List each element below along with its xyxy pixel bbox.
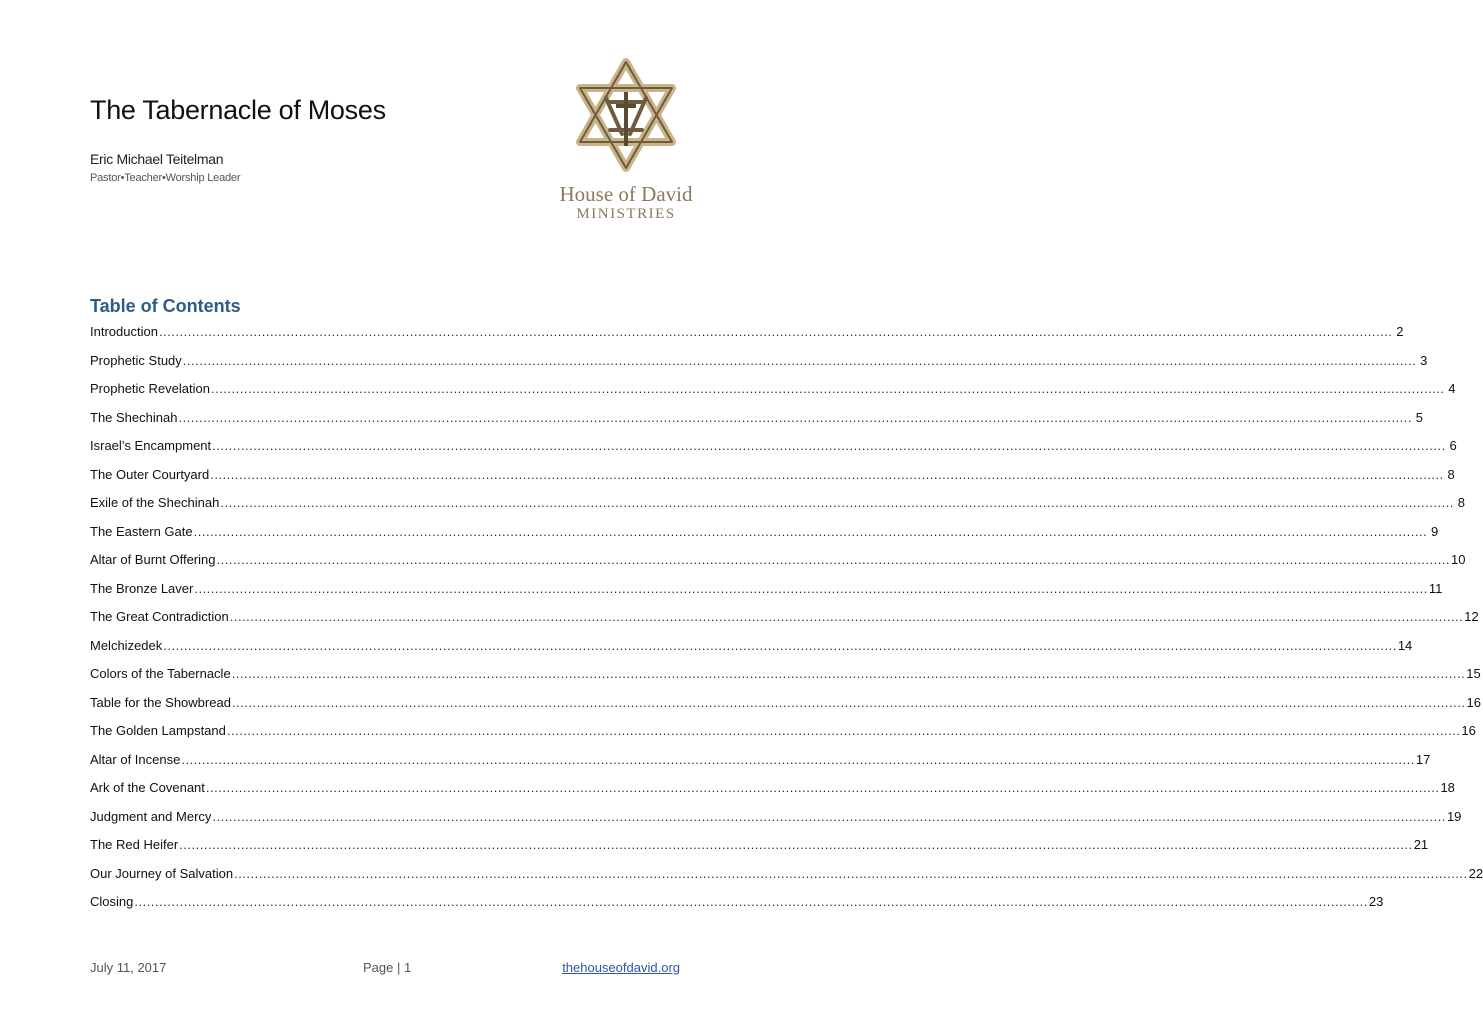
toc-entry[interactable] [90,493,1465,522]
toc-entry[interactable] [90,579,1443,608]
toc-entry[interactable] [90,465,1455,494]
toc-entry-label: Our Journey of Salvation [90,865,234,881]
toc-entry-label: Prophetic Study [90,352,182,368]
toc-entry-label: The Bronze Laver [90,580,194,596]
toc-dot-leader: ............................................................................................................................................................................................................................................................................................................ [226,723,1461,738]
toc-dot-leader: ............................................................................................................................................................................................................................................................................................................ [181,751,1415,767]
toc-entry-page: 4 [1448,381,1456,396]
toc-entry-page: 17 [1415,751,1431,767]
toc-entry-label: Altar of Incense [90,751,181,767]
toc-dot-leader: ............................................................................................................................................................................................................................................................................................................ [231,694,1466,710]
toc-entry[interactable] [90,892,1384,921]
toc-entry[interactable] [90,351,1428,380]
toc-entry-page: 9 [1430,523,1439,539]
toc-entry-label: Melchizedek [90,637,163,653]
toc-dot-leader: ............................................................................................................................................................................................................................................................................................................ [205,780,1440,795]
toc-entry-label: The Golden Lampstand [90,723,226,738]
toc-entry[interactable] [90,322,1404,351]
toc-entry-page: 21 [1413,837,1429,852]
toc-heading: Table of Contents [90,296,241,316]
toc-entry-label: The Great Contradiction [90,609,229,624]
toc-entry[interactable] [90,693,1481,722]
toc-entry[interactable] [90,379,1456,408]
toc-entry-page: 22 [1468,865,1483,881]
toc-entry-label: Table for the Showbread [90,694,231,710]
toc-entry[interactable] [90,607,1479,636]
toc-entry-label: Ark of the Covenant [90,780,205,795]
toc-entry[interactable] [90,835,1429,864]
toc-entry-label: Prophetic Revelation [90,381,210,396]
toc-entry-page: 10 [1451,552,1466,567]
toc-entry[interactable] [90,864,1483,893]
toc-entry-page: 16 [1461,723,1476,738]
toc-entry-page: 12 [1464,609,1479,624]
toc-entry-page: 6 [1449,438,1457,453]
toc-entry-page: 23 [1368,894,1384,909]
toc-entry[interactable] [90,721,1476,750]
toc-entry-label: The Shechinah [90,409,178,425]
footer-website-link[interactable]: thehouseofdavid.org [562,960,680,975]
toc-dot-leader: ............................................................................................................................................................................................................................................................................................................ [182,352,1417,368]
footer-page-number: Page | 1 [363,960,412,975]
toc-entry-page: 15 [1466,666,1481,681]
toc-dot-leader: ............................................................................................................................................................................................................................................................................................................ [216,552,1451,567]
toc-dot-leader: ............................................................................................................................................................................................................................................................................................................ [134,894,1368,909]
toc-dot-leader: ............................................................................................................................................................................................................................................................................................................ [163,637,1397,653]
footer-date: July 11, 2017 [90,960,167,975]
toc-entry[interactable] [90,807,1462,836]
toc-entry-page: 18 [1440,780,1455,795]
toc-entry-page: 5 [1415,409,1423,425]
toc-entry-page: 14 [1397,637,1413,653]
toc-dot-leader: ............................................................................................................................................................................................................................................................................................................ [231,666,1466,681]
toc-dot-leader: ............................................................................................................................................................................................................................................................................................................ [229,609,1464,624]
toc-entry-page: 3 [1420,352,1428,368]
toc-entry-page: 16 [1466,694,1481,710]
logo-ministry-subtitle: MINISTRIES [576,206,676,222]
toc-entry[interactable] [90,750,1431,779]
toc-entry-page: 8 [1447,466,1455,482]
toc-entry-label: Judgment and Mercy [90,808,212,824]
toc-entry[interactable] [90,778,1455,807]
toc-dot-leader: ............................................................................................................................................................................................................................................................................................................ [212,808,1446,824]
toc-dot-leader: ............................................................................................................................................................................................................................................................................................................ [220,495,1454,510]
author-role: Pastor•Teacher•Worship Leader [90,172,241,184]
toc-entry-page: 19 [1446,808,1462,824]
toc-entry-label: Closing [90,894,134,909]
toc-entry-page: 11 [1428,580,1443,596]
toc-entry[interactable] [90,664,1481,693]
toc-dot-leader: ............................................................................................................................................................................................................................................................................................................ [158,324,1393,339]
toc-entry[interactable] [90,436,1457,465]
toc-entry-page: 8 [1457,495,1465,510]
toc-dot-leader: ............................................................................................................................................................................................................................................................................................................ [194,580,1428,596]
toc-entry[interactable] [90,550,1466,579]
toc-dot-leader: ............................................................................................................................................................................................................................................................................................................ [179,837,1413,852]
toc-dot-leader: ............................................................................................................................................................................................................................................................................................................ [193,523,1428,539]
toc-entry-label: Introduction [90,324,158,339]
star-of-david-icon [572,56,680,174]
toc-entry-label: The Eastern Gate [90,523,193,539]
toc-entry[interactable] [90,636,1413,665]
toc-dot-leader: ............................................................................................................................................................................................................................................................................................................ [210,466,1444,482]
toc-entry-label: Israel’s Encampment [90,438,212,453]
logo-ministry-name: House of David [559,182,693,206]
toc-entry-label: The Red Heifer [90,837,179,852]
ministry-logo [552,56,700,228]
toc-entry-label: Colors of the Tabernacle [90,666,231,681]
toc-dot-leader: ............................................................................................................................................................................................................................................................................................................ [234,865,1468,881]
toc-entry[interactable] [90,522,1439,551]
toc-entry[interactable] [90,408,1423,437]
table-of-contents [90,322,1483,921]
toc-dot-leader: ............................................................................................................................................................................................................................................................................................................ [178,409,1412,425]
toc-entry-page: 2 [1396,324,1404,339]
toc-entry-label: Altar of Burnt Offering [90,552,216,567]
toc-dot-leader: ............................................................................................................................................................................................................................................................................................................ [212,438,1446,453]
toc-entry-label: The Outer Courtyard [90,466,210,482]
toc-dot-leader: ............................................................................................................................................................................................................................................................................................................ [210,381,1445,396]
toc-entry-label: Exile of the Shechinah [90,495,220,510]
author-name: Eric Michael Teitelman [90,151,224,167]
document-title: The Tabernacle of Moses [90,95,386,125]
